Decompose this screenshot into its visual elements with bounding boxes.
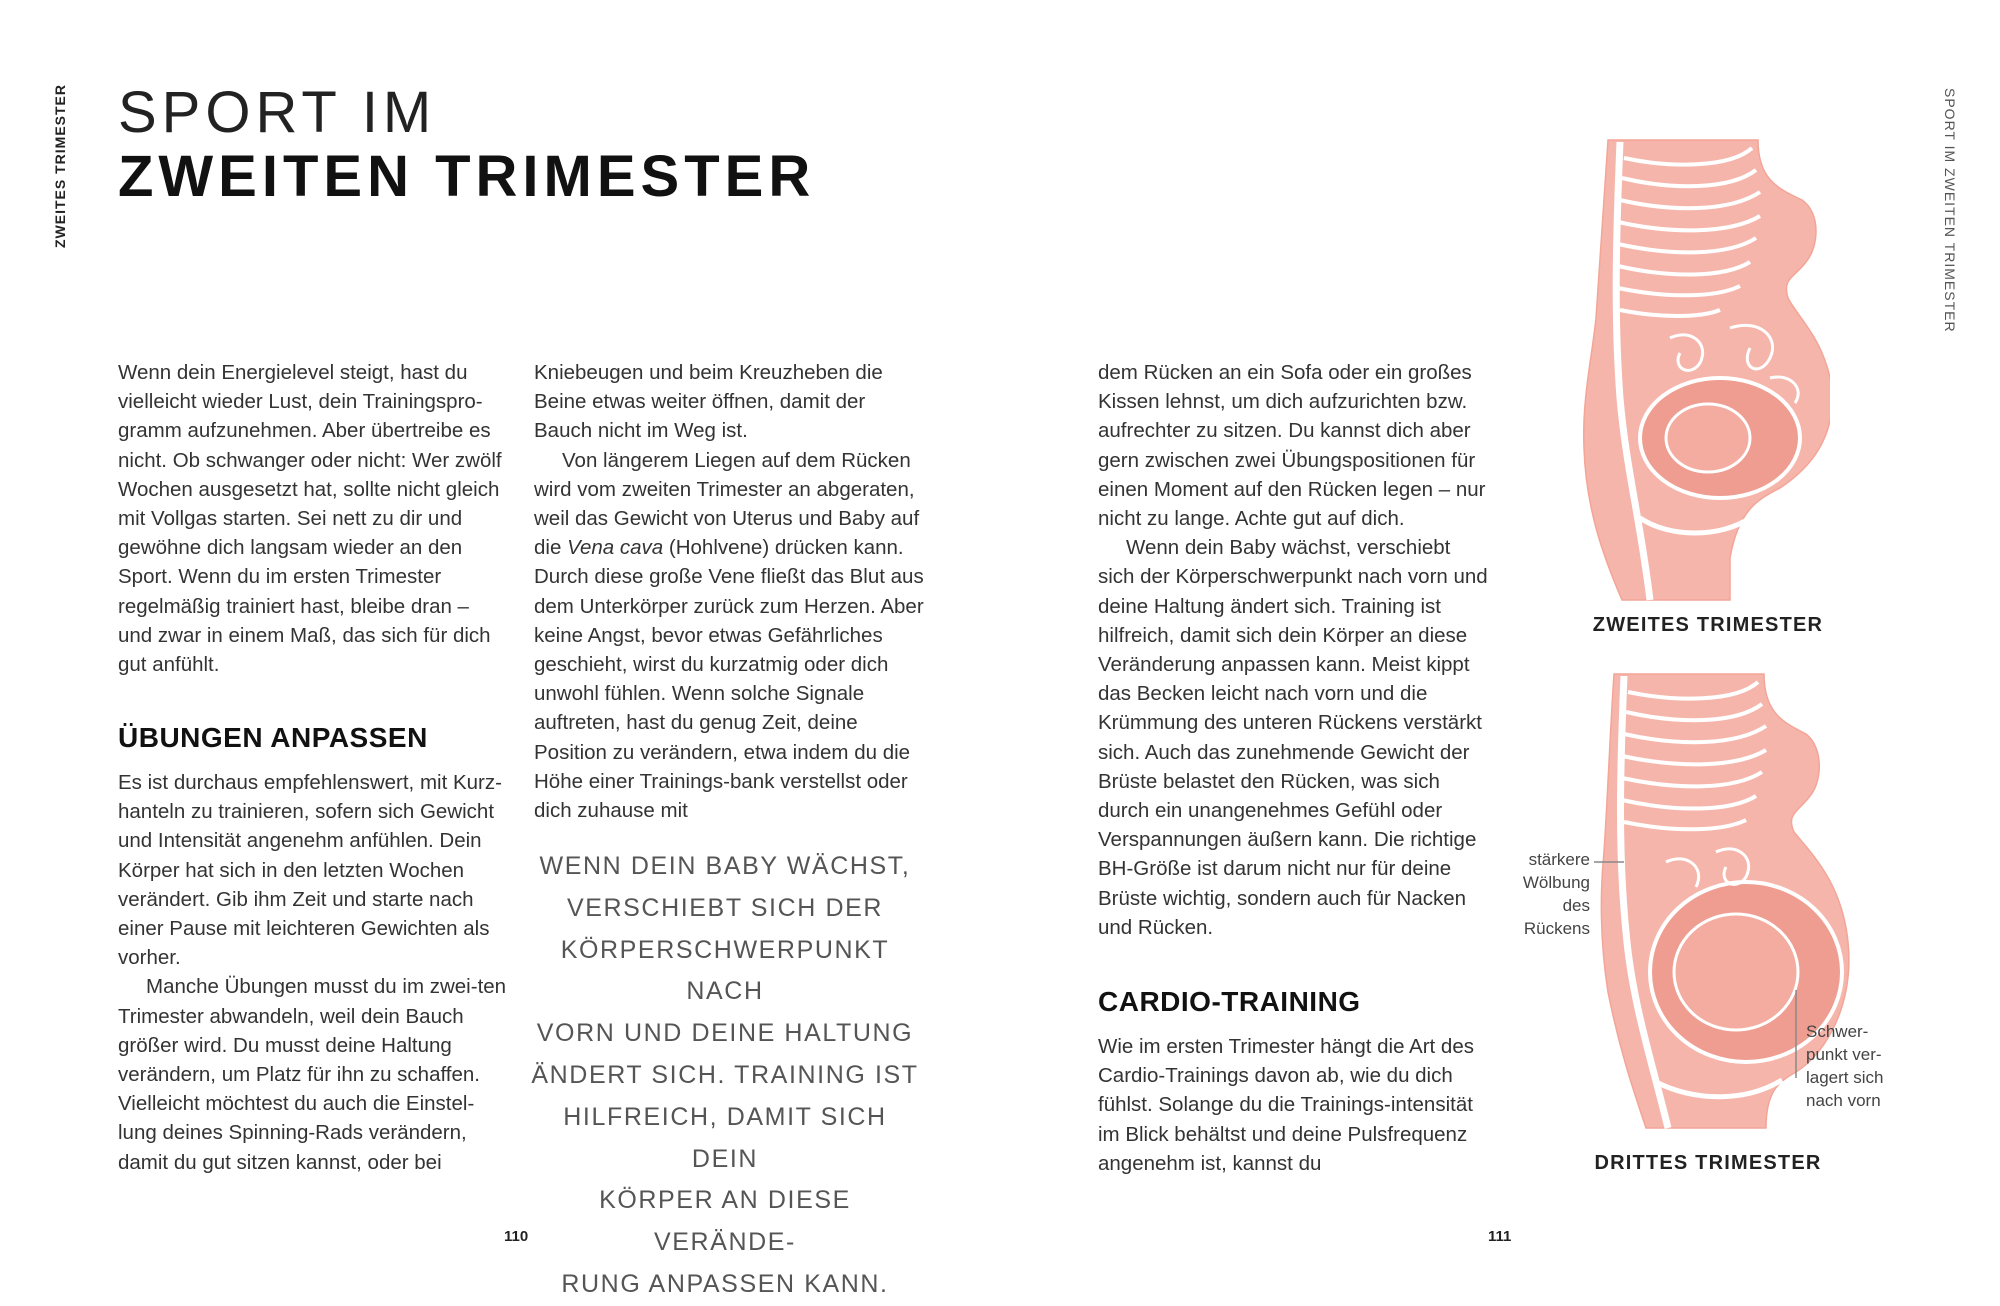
column-2 [534,358,924,825]
col3-paragraph-2: Wenn dein Baby wächst, verschiebt sich der Körperschwerpunkt nach vorn und deine Haltung ändert sich. Training ist hilfreich, damit sich dein Körper an diese Veränderung anpassen kann. Meist kippt das Becken leicht nach vorn und die Krümmung des unteren Rückens verstärkt sich. Auch das zunehmende Gewicht der Brüste belastet den Rücken, was sich durch ein unangenehmes Gefühl oder Verspannungen äußern kann. Die richtige BH-Größe ist darum nicht nur für deine Brüste wichtig, sondern auch für Nacken und Rücken. [1098,536,1488,939]
quote-line: HILFREICH, DAMIT SICH DEIN [563,1102,887,1173]
right-side-label: SPORT IM ZWEITEN TRIMESTER [1942,88,1958,333]
column-3-lower [1098,1032,1492,1178]
col2-paragraph-2-start: Von längerem Liegen auf dem Rücken wird vom zweiten Trimester an abgeraten, weil das Gewicht von Uterus und Baby auf die [534,448,920,560]
vena-cava-term: Vena cava [567,536,664,560]
col3-paragraph-3: Wie im ersten Trimester hängt die Art des Cardio-Trainings davon ab, wie du dich fühlst. Solange du die Trainings-intensität im Blick behältst und deine Pulsfrequenz angenehm ist, kannst du [1098,1035,1474,1175]
caption-second-trimester: ZWEITES TRIMESTER [1592,614,1824,636]
quote-line: RUNG ANPASSEN KANN. [561,1269,889,1298]
pull-quote [530,846,920,1306]
col1-paragraph-3: Manche Übungen musst du im zwei-ten Trimester abwandeln, weil dein Bauch größer wird. Du musst deine Haltung verändern, um Platz für ihn zu schaffen. Vielleicht möchtest du auch die Einstel-lung deines Spinning-Rads verändern, damit du gut sitzen kannst, oder bei [118,975,507,1174]
quote-line: KÖRPER AN DIESE VERÄNDE- [599,1186,851,1257]
note-back-curvature [1480,848,1590,940]
quote-line: ÄNDERT SICH. TRAINING IST [531,1060,919,1089]
caption-third-trimester: DRITTES TRIMESTER [1594,1152,1822,1174]
heading-uebungen-anpassen: ÜBUNGEN ANPASSEN [118,722,428,753]
note-line: Wölbung [1522,873,1590,892]
title-line-2: ZWEITEN TRIMESTER [118,144,816,209]
note-line: stärkere [1528,850,1590,869]
col2-paragraph-2 [534,446,924,826]
column-1 [118,358,508,679]
second-trimester-illustration [1580,138,1830,603]
quote-line: WENN DEIN BABY WÄCHST, [539,852,911,880]
quote-line: KÖRPERSCHWERPUNKT NACH [560,935,890,1006]
col2-paragraph-2-end: (Hohlvene) drücken kann. Durch diese große Vene fließt das Blut aus dem Unterkörper zurück zum Herzen. Aber keine Angst, bevor etwas Gefährliches geschieht, wirst du kurzatmig oder dich unwohl fühlen. Wenn solche Signale auftreten, hast du genug Zeit, deine Position zu verändern, etwa indem du die Höhe einer Trainings-bank verstellst oder dich zuhause mit [534,536,924,823]
col3-paragraph-1: dem Rücken an ein Sofa oder ein großes Kissen lehnst, um dich aufzurichten bzw. aufrechter zu sitzen. Du kannst dich aber gern zwischen zwei Übungspositionen für einen Moment auf den Rücken legen – nur nicht zu lange. Achte gut auf dich. [1098,361,1486,531]
col1-paragraph-2: Es ist durchaus empfehlenswert, mit Kurz-hanteln zu trainieren, sofern sich Gewicht und Intensität angenehm anfühlen. Dein Körper hat sich in den letzten Wochen verändert. Gib ihm Zeit und starte nach einer Pause mit leichteren Gewichten als vorher. [118,771,502,970]
column-3 [1098,358,1492,942]
quote-line: VORN UND DEINE HALTUNG [536,1019,914,1048]
page-number-left: 110 [504,1228,529,1245]
col1-paragraph-1: Wenn dein Energielevel steigt, hast du vielleicht wieder Lust, dein Trainingspro-gramm aufzunehmen. Aber übertreibe es nicht. Ob schwanger oder nicht: Wer zwölf Wochen ausgesetzt hat, sollte nicht gleich mit Vollgas starten. Sei nett zu dir und gewöhne dich langsam wieder an den Sport. Wenn du im ersten Trimester regelmäßig trainiert hast, bleibe dran – und zwar in einem Maß, das sich für dich gut anfühlt. [118,361,502,677]
note-line: punkt ver- [1806,1045,1882,1064]
column-1-lower [118,768,508,1177]
title-line-1: SPORT IM [118,80,437,145]
quote-line: VERSCHIEBT SICH DER [566,893,884,922]
baby [1674,914,1798,1030]
col2-paragraph-1: Kniebeugen und beim Kreuzheben die Beine etwas weiter öffnen, damit der Bauch nicht im Weg ist. [534,361,883,443]
leader-line-center [1792,990,1802,1080]
baby [1666,404,1750,472]
note-line: nach vorn [1806,1091,1881,1110]
note-line: Schwer- [1806,1022,1869,1041]
note-line: Rückens [1523,919,1590,938]
page-number-right: 111 [1488,1228,1512,1245]
note-line: lagert sich [1806,1068,1884,1087]
leader-line-back [1594,860,1634,900]
heading-cardio-training: CARDIO-TRAINING [1098,986,1361,1017]
note-line: des [1562,896,1590,915]
left-side-label: ZWEITES TRIMESTER [52,84,68,248]
note-center-of-gravity [1806,1020,1926,1112]
